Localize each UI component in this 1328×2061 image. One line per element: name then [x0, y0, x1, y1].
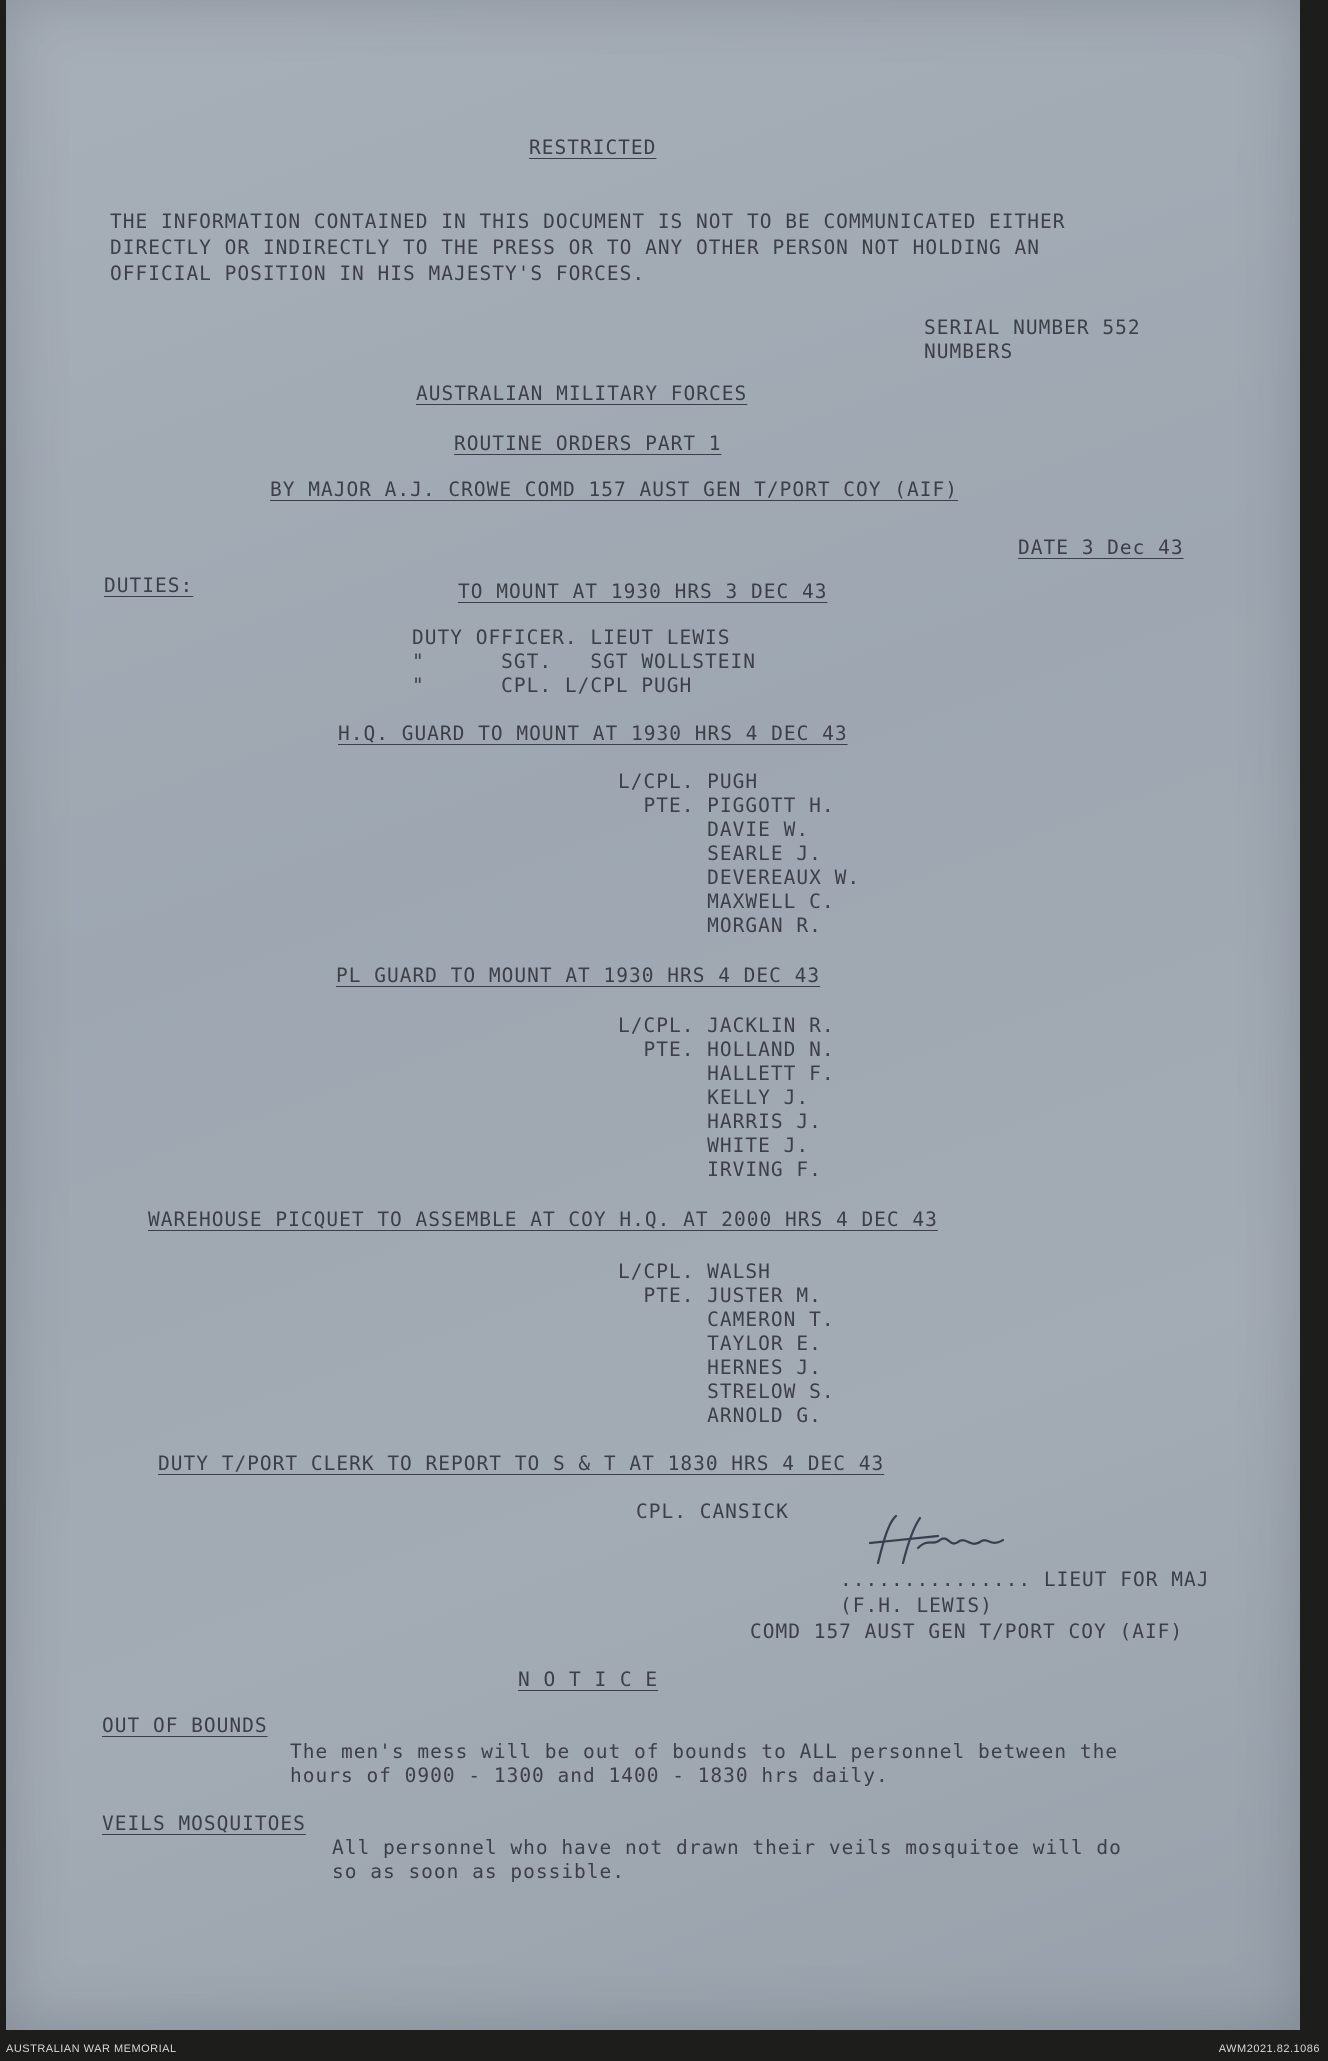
warning-line-2: DIRECTLY OR INDIRECTLY TO THE PRESS OR TO ANY OTHER PERSON NOT HOLDING AN	[110, 236, 1041, 259]
list-item: HARRIS J.	[618, 1110, 822, 1133]
list-item: IRVING F.	[618, 1158, 822, 1181]
notice-heading: N O T I C E	[518, 1668, 659, 1691]
pl-guard-heading: PL GUARD TO MOUNT AT 1930 HRS 4 DEC 43	[336, 964, 821, 987]
document-date: DATE 3 Dec 43	[1018, 536, 1184, 559]
warning-line-1: THE INFORMATION CONTAINED IN THIS DOCUMENT IS NOT TO BE COMMUNICATED EITHER	[110, 210, 1066, 233]
list-item: CAMERON T.	[618, 1308, 835, 1331]
restricted-heading: RESTRICTED	[529, 136, 657, 159]
list-item: HERNES J.	[618, 1356, 822, 1379]
warning-line-3: OFFICIAL POSITION IN HIS MAJESTY'S FORCES.	[110, 262, 646, 285]
list-item: WHITE J.	[618, 1134, 810, 1157]
list-item: HALLETT F.	[618, 1062, 835, 1085]
list-item: PTE. PIGGOTT H.	[618, 794, 835, 817]
signature-line: ............... LIEUT FOR MAJ	[840, 1568, 1210, 1591]
list-item: SEARLE J.	[618, 842, 822, 865]
notice-text-line: hours of 0900 - 1300 and 1400 - 1830 hrs daily.	[290, 1764, 889, 1787]
duty-cpl-line: " CPL. L/CPL PUGH	[412, 674, 693, 697]
notice-label-out-of-bounds: OUT OF BOUNDS	[102, 1714, 268, 1737]
duty-sgt-line: " SGT. SGT WOLLSTEIN	[412, 650, 756, 673]
list-item: PTE. HOLLAND N.	[618, 1038, 835, 1061]
notice-text-line: All personnel who have not drawn their veils mosquitoe will do	[332, 1836, 1122, 1859]
list-item: PTE. JUSTER M.	[618, 1284, 822, 1307]
list-item: DAVIE W.	[618, 818, 810, 841]
clerk-name: CPL. CANSICK	[636, 1500, 789, 1523]
duty-officer-line: DUTY OFFICER. LIEUT LEWIS	[412, 626, 731, 649]
by-line: BY MAJOR A.J. CROWE COMD 157 AUST GEN T/PORT COY (AIF)	[270, 478, 958, 501]
duties-label: DUTIES:	[104, 574, 194, 597]
mount-heading: TO MOUNT AT 1930 HRS 3 DEC 43	[458, 580, 828, 603]
list-item: MAXWELL C.	[618, 890, 835, 913]
list-item: MORGAN R.	[618, 914, 822, 937]
signatory-name: (F.H. LEWIS)	[840, 1594, 993, 1617]
list-item: L/CPL. WALSH	[618, 1260, 771, 1283]
document-sheet	[6, 0, 1300, 2030]
notice-text-line: The men's mess will be out of bounds to ALL personnel between the	[290, 1740, 1119, 1763]
hq-guard-heading: H.Q. GUARD TO MOUNT AT 1930 HRS 4 DEC 43	[338, 722, 848, 745]
list-item: DEVEREAUX W.	[618, 866, 861, 889]
notice-text-line: so as soon as possible.	[332, 1860, 626, 1883]
document-title: AUSTRALIAN MILITARY FORCES	[416, 382, 748, 405]
serial-number: SERIAL NUMBER 552	[924, 316, 1141, 339]
clerk-heading: DUTY T/PORT CLERK TO REPORT TO S & T AT 1830 HRS 4 DEC 43	[158, 1452, 885, 1475]
document-subtitle: ROUTINE ORDERS PART 1	[454, 432, 722, 455]
list-item: L/CPL. PUGH	[618, 770, 759, 793]
list-item: KELLY J.	[618, 1086, 810, 1109]
picquet-heading: WAREHOUSE PICQUET TO ASSEMBLE AT COY H.Q. AT 2000 HRS 4 DEC 43	[148, 1208, 938, 1231]
list-item: TAYLOR E.	[618, 1332, 822, 1355]
list-item: ARNOLD G.	[618, 1404, 822, 1427]
list-item: STRELOW S.	[618, 1380, 835, 1403]
list-item: L/CPL. JACKLIN R.	[618, 1014, 835, 1037]
notice-label-veils-mosquitoes: VEILS MOSQUITOES	[102, 1812, 306, 1835]
footer-accession-number: AWM2021.82.1086	[1218, 2043, 1320, 2055]
serial-subtext: NUMBERS	[924, 340, 1014, 363]
footer-archive-credit: AUSTRALIAN WAR MEMORIAL	[6, 2043, 177, 2055]
signatory-title: COMD 157 AUST GEN T/PORT COY (AIF)	[750, 1620, 1184, 1643]
